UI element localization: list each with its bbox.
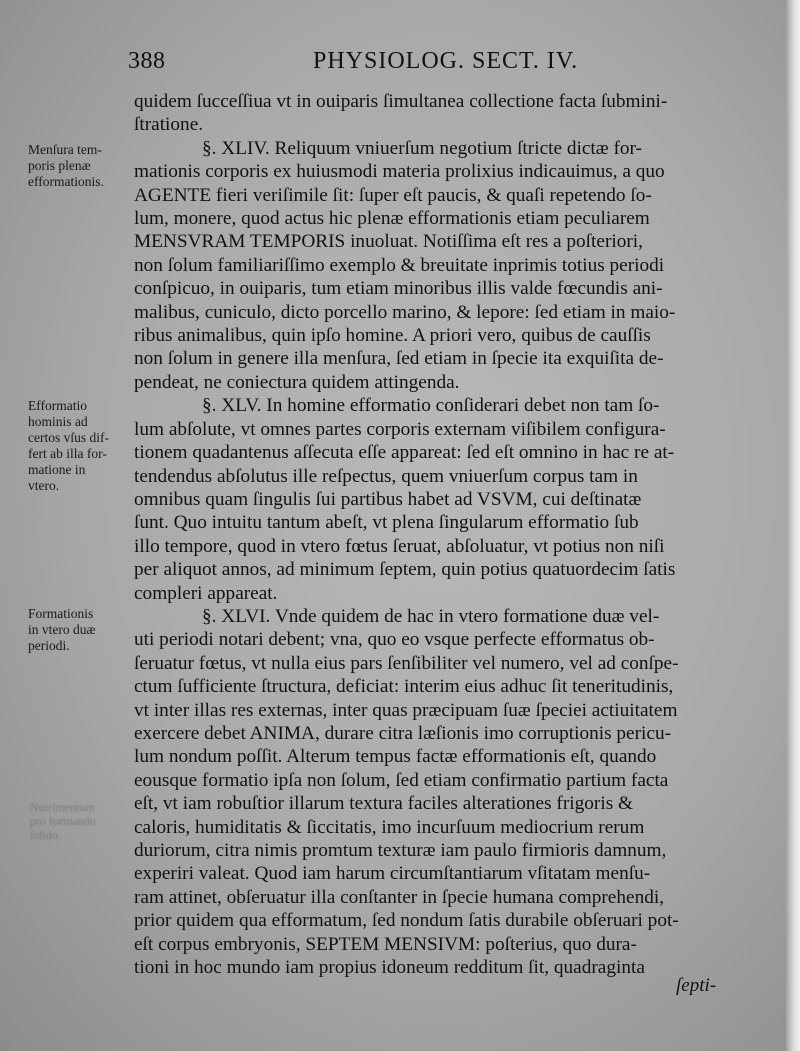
text-line: compleri appareat. bbox=[134, 582, 278, 604]
margin-note-line: in vtero duæ bbox=[28, 622, 96, 637]
text-line: tendendus abſolutus ille reſpectus, quem vniuerſum corpus tam in bbox=[134, 465, 638, 487]
text-line: prior quidem qua efformatum, ſed nondum ſatis durabile obſeruari pot- bbox=[134, 910, 679, 932]
page-number: 388 bbox=[128, 48, 166, 74]
text-line: eſt, vt iam robuſtior illarum textura faciles alterationes frigoris & bbox=[134, 793, 634, 815]
text-line: ribus animalibus, quin ipſo homine. A priori vero, quibus de cauſſis bbox=[134, 325, 651, 347]
text-line: uti periodi notari debent; vna, quo eo vsque perfecte efformatus ob- bbox=[134, 629, 655, 651]
text-line: exercere debet ANIMA, durare citra læſionis imo corruptionis pericu- bbox=[134, 722, 672, 744]
text-line: experiri valeat. Quod iam harum circumſtantiarum vſitatam menſu- bbox=[134, 863, 651, 885]
margin-note-line: Formationis bbox=[28, 606, 94, 621]
text-line: conſpicuo, in ouiparis, tum etiam minoribus illis valde fœcundis ani- bbox=[134, 278, 663, 300]
text-line: §. XLV. In homine efformatio conſiderari debet non tam ſo- bbox=[202, 395, 660, 417]
margin-note-line: periodi. bbox=[28, 638, 70, 653]
text-line: non ſolum familiariſſimo exemplo & breuitate inprimis totius periodi bbox=[134, 254, 665, 276]
text-line: ram attinet, obſeruatur illa conſtanter in ſpecie humana comprehendi, bbox=[134, 886, 665, 908]
text-line: non ſolum in genere illa menſura, ſed etiam in ſpecie ita exquiſita de- bbox=[134, 348, 664, 370]
text-line: malibus, cuniculo, dicto porcello marino, & lepore: ſed etiam in maio- bbox=[134, 301, 676, 323]
text-line: vt inter illas res externas, inter quas præcipuam ſuæ ſpeciei actiuitatem bbox=[134, 699, 678, 721]
text-line: §. XLIV. Reliquum vniuerſum negotium ſtricte dictæ for- bbox=[202, 137, 642, 159]
bleed-line: ſolido. bbox=[30, 828, 62, 842]
margin-note-efformatio bbox=[28, 398, 130, 494]
catchword: ſepti- bbox=[676, 975, 717, 996]
text-line: mationis corporis ex huiusmodi materia prolixius indicauimus, a quo bbox=[134, 161, 665, 183]
text-line: ſeruatur fœtus, vt nulla eius pars ſenſibiliter vel numero, vel ad conſpe- bbox=[134, 652, 679, 674]
running-header bbox=[128, 48, 738, 80]
running-title: PHYSIOLOG. SECT. IV. bbox=[313, 48, 579, 74]
text-line: omnibus quam ſingulis ſui partibus habet ad VSVM, cui deſtinatæ bbox=[134, 488, 642, 510]
text-line: lum nondum poſſit. Alterum tempus factæ efformationis eſt, quando bbox=[134, 746, 657, 768]
text-line: eousque formatio ipſa non ſolum, ſed etiam confirmatio partium facta bbox=[134, 769, 669, 791]
page-edge bbox=[786, 0, 800, 1051]
text-line: ctum ſufficiente ſtructura, deficiat: interim eius adhuc ſit teneritudinis, bbox=[134, 676, 674, 698]
text-line: MENSVRAM TEMPORIS inuoluat. Notiſſima eſt res a poſteriori, bbox=[134, 231, 643, 253]
margin-note-line: efformationis. bbox=[28, 174, 104, 189]
margin-note-line: Efformatio bbox=[28, 398, 87, 413]
text-line: ſunt. Quo intuitu tantum abeſt, vt plena ſingularum efformatio ſub bbox=[134, 512, 639, 534]
text-line: quidem ſucceſſiua vt in ouiparis ſimultanea collectione facta ſubmini- bbox=[134, 91, 668, 112]
text-line: per aliquot annos, ad minimum ſeptem, quin potius quatuordecim ſatis bbox=[134, 559, 676, 581]
text-line: eſt corpus embryonis, SEPTEM MENSIVM: poſterius, quo dura- bbox=[134, 933, 637, 955]
margin-note-line: fert ab illa for- bbox=[28, 446, 107, 461]
margin-note-line: certos vſus dif- bbox=[28, 430, 109, 445]
text-line: lum abſolute, vt omnes partes corporis externam viſibilem configura- bbox=[134, 418, 666, 440]
text-line: illo tempore, quod in vtero fœtus ſeruat, abſoluatur, vt potius non niſi bbox=[134, 535, 665, 557]
margin-note-line: poris plenæ bbox=[28, 158, 91, 173]
text-line: tionem quadantenus aſſecuta eſſe appareat: ſed eſt omnino in hac re at- bbox=[134, 442, 675, 464]
bleed-line: pro formando bbox=[30, 814, 96, 828]
text-line: lum, monere, quod actus hic plenæ efformationis etiam peculiarem bbox=[134, 208, 650, 230]
margin-note-line: vtero. bbox=[28, 478, 60, 493]
margin-note-formationis bbox=[28, 606, 130, 654]
margin-note-line: Menſura tem- bbox=[28, 142, 102, 157]
bleed-line: Nutrimentum bbox=[30, 800, 95, 814]
margin-note-mensura bbox=[28, 142, 130, 190]
body-text bbox=[134, 90, 734, 979]
margin-note-line: hominis ad bbox=[28, 414, 88, 429]
text-line: duriorum, citra nimis promtum texturæ iam paulo firmioris damnum, bbox=[134, 840, 667, 861]
text-line: §. XLVI. Vnde quidem de hac in vtero formatione duæ vel- bbox=[202, 605, 660, 627]
bleed-through-left bbox=[30, 800, 130, 842]
text-line: tioni in hoc mundo iam propius idoneum redditum ſit, quadraginta bbox=[134, 957, 645, 979]
text-line: caloris, humiditatis & ſiccitatis, imo incurſuum mediocrium rerum bbox=[134, 816, 645, 838]
margin-note-line: matione in bbox=[28, 462, 86, 477]
text-line: ſtratione. bbox=[134, 114, 204, 136]
text-line: AGENTE fieri veriſimile ſit: ſuper eſt paucis, & quaſi repetendo ſo- bbox=[134, 184, 652, 206]
text-line: pendeat, ne coniectura quidem attingenda. bbox=[134, 371, 460, 393]
